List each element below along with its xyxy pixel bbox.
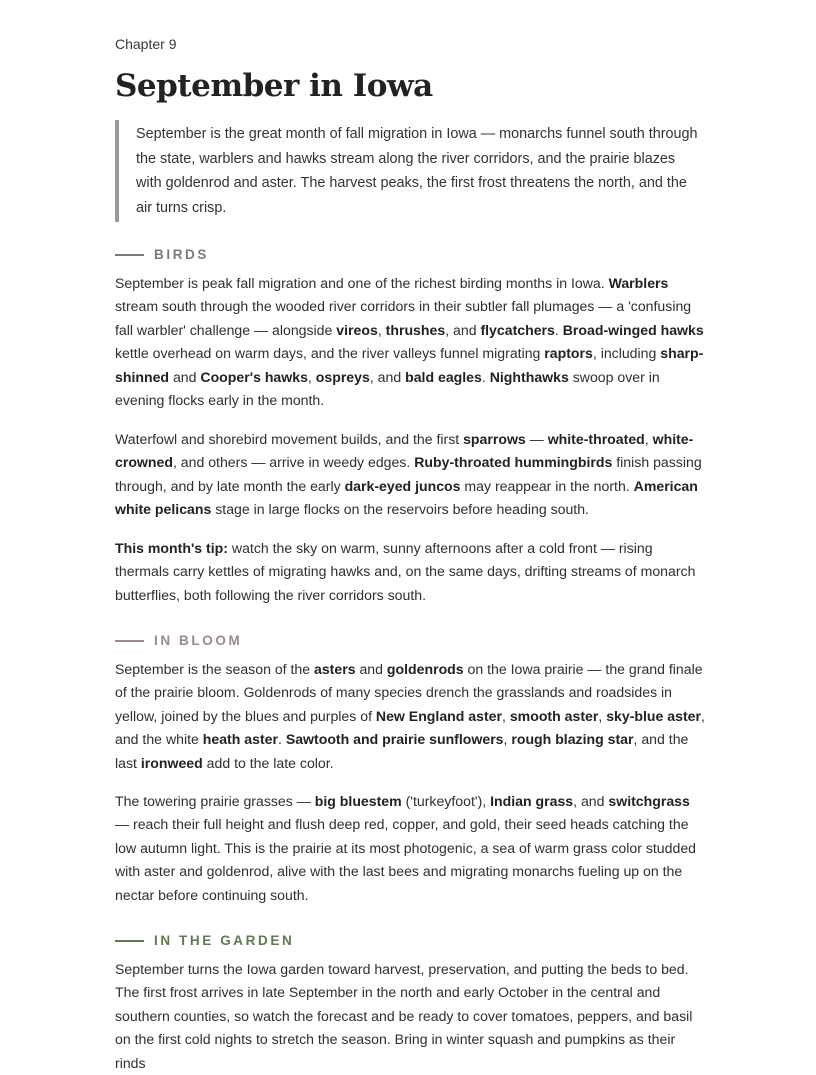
text-run: ('turkeyfoot'), — [401, 793, 491, 809]
section-heading-garden — [115, 933, 294, 948]
text-run: — — [525, 431, 548, 447]
bold-term: big bluestem — [314, 793, 402, 809]
section-heading-birds — [115, 247, 209, 262]
chapter-title: September in Iowa — [115, 68, 433, 104]
bold-term: white-throated — [547, 431, 645, 447]
text-run: , and — [445, 321, 481, 338]
bold-term: bald eagles — [405, 368, 482, 385]
birds-tip-paragraph — [115, 537, 705, 607]
bloom-paragraph-1 — [115, 658, 705, 775]
bold-term: American white pelicans — [115, 477, 698, 518]
garden-paragraph-1 — [115, 958, 705, 1075]
bold-term: Broad-winged hawks — [562, 321, 704, 338]
text-run: stage in large flocks on the reservoirs before heading south. — [211, 501, 589, 518]
section-label-bloom: IN BLOOM — [154, 633, 243, 648]
bold-term: thrushes — [385, 321, 446, 338]
bold-term: ospreys — [315, 368, 370, 385]
text-run: finish passing through, and by late month the early — [115, 454, 702, 494]
section-rule — [115, 640, 144, 642]
bold-term: sky-blue aster — [606, 707, 701, 724]
bloom-paragraph-2 — [115, 790, 705, 907]
text-run: , and — [573, 793, 609, 809]
bold-term: Indian grass — [490, 793, 574, 809]
text-run: — reach their full height and flush deep red, copper, and gold, their seed heads catching the low autumn light. This is the prairie at its most photogenic, a sea of warm grass color studded with aster and goldenrod, alive with the last bees and migrating monarchs fueling up on the nectar before continuing south. — [115, 816, 696, 903]
text-run: may reappear in the north. — [460, 477, 634, 494]
bold-term: smooth aster — [509, 707, 599, 724]
intro-blockquote: September is the great month of fall migration in Iowa — monarchs funnel south through the state, warblers and hawks stream along the river corridors, and the prairie blazes with goldenrod and aster. The harvest peaks, the first frost threatens the north, and the air turns crisp. — [115, 120, 701, 222]
text-run: . — [554, 321, 563, 338]
text-run: September is peak fall migration and one of the richest birding months in Iowa. — [115, 275, 609, 291]
bold-term: Ruby-throated hummingbirds — [414, 454, 613, 471]
bold-term: switchgrass — [608, 793, 690, 809]
text-run: . — [481, 368, 490, 385]
text-run: Waterfowl and shorebird movement builds, and the first — [115, 431, 464, 447]
section-rule — [115, 254, 144, 256]
text-run: , and the white — [115, 707, 705, 748]
text-run: The towering prairie grasses — — [115, 793, 315, 809]
section-rule — [115, 940, 144, 942]
bold-term: raptors — [544, 345, 593, 362]
bold-term: sharp-shinned — [115, 345, 704, 385]
bold-term: ironweed — [140, 754, 203, 771]
bold-term: vireos — [336, 321, 378, 338]
bold-term: Cooper's hawks — [200, 368, 308, 385]
text-run: . — [277, 731, 286, 748]
text-run: and — [169, 368, 201, 385]
bold-term: goldenrods — [386, 661, 464, 677]
bold-term: asters — [314, 661, 356, 677]
bold-term: rough blazing star — [511, 731, 634, 748]
text-run: add to the late color. — [202, 754, 334, 771]
text-run: , — [503, 731, 512, 748]
text-run: on the Iowa prairie — the grand finale of the prairie bloom. Goldenrods of many species drench the grasslands and roadsides in yellow, joined by the blues and purples of — [115, 661, 703, 724]
text-run: , and the last — [115, 731, 689, 771]
bold-term: flycatchers — [480, 321, 555, 338]
bold-term: sparrows — [463, 431, 526, 447]
bold-term: Nighthawks — [489, 368, 569, 385]
text-run: , — [307, 368, 316, 385]
birds-paragraph-1 — [115, 272, 705, 412]
section-label-birds: BIRDS — [154, 247, 210, 262]
text-run: , — [502, 707, 510, 724]
text-run: watch the sky on warm, sunny afternoons after a cold front — rising thermals carry kettles of migrating hawks and, on the same days, drifting streams of monarch butterflies, both following the river corridors south. — [115, 540, 696, 603]
chapter-label: Chapter 9 — [115, 36, 177, 52]
text-run: kettle overhead on warm days, and the river valleys funnel migrating — [115, 345, 545, 362]
bold-term: New England aster — [375, 707, 502, 724]
section-label-garden: IN THE GARDEN — [154, 933, 295, 948]
bold-term: white-crowned — [115, 431, 694, 471]
text-run: , — [377, 321, 386, 338]
text-run: , including — [592, 345, 661, 362]
text-run: , and — [369, 368, 406, 385]
text-run: September turns the Iowa garden toward harvest, preservation, and putting the beds to bed. The first frost arrives in late September in the north and early October in the central and southern counties, so watch the forecast and be ready to cover tomatoes, peppers, and basil on the first cold nights to stretch the season. Bring in winter squash and pumpkins as their rinds — [115, 961, 693, 1071]
section-heading-bloom — [115, 633, 242, 648]
text-run: swoop over in evening flocks early in the month. — [115, 368, 660, 409]
bold-term: This month's tip: — [115, 540, 228, 556]
bold-term: Warblers — [608, 275, 669, 291]
text-run: , — [598, 707, 607, 724]
text-run: , — [644, 431, 653, 447]
text-run: , and others — arrive in weedy edges. — [172, 454, 415, 471]
text-run: stream south through the wooded river corridors in their subtler fall plumages — a 'confusing fall warbler' challenge — alongside — [115, 298, 692, 338]
bold-term: dark-eyed juncos — [344, 477, 461, 494]
text-run: September is the season of the — [115, 661, 314, 677]
text-run: and — [355, 661, 387, 677]
birds-paragraph-2 — [115, 428, 705, 522]
bold-term: heath aster — [202, 731, 278, 748]
bold-term: Sawtooth and prairie sunflowers — [285, 731, 504, 748]
